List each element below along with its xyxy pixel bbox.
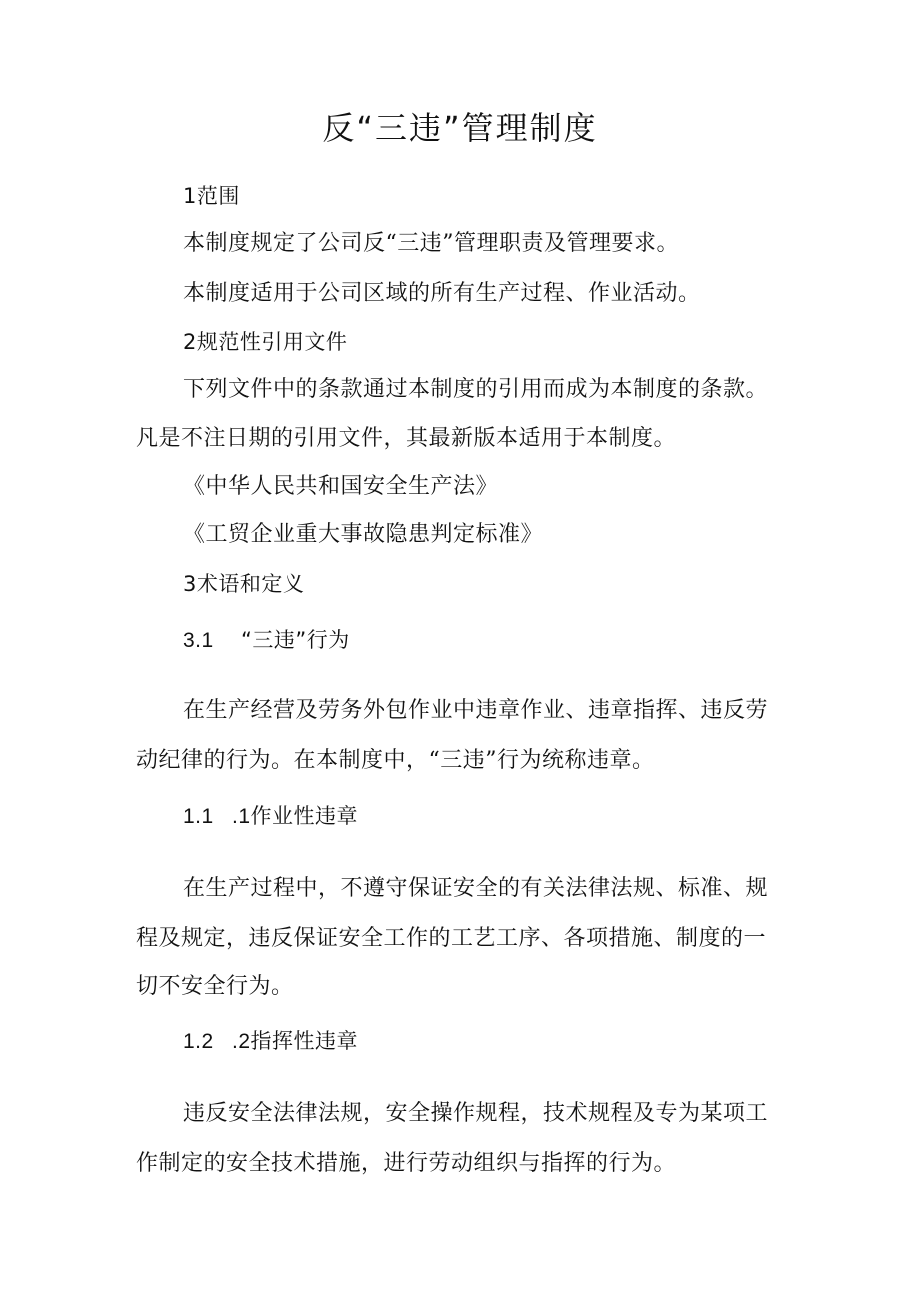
section-1-1-number: 1.1 xyxy=(183,805,214,828)
section-3-1-number: 3.1 xyxy=(183,629,214,652)
section-1-paragraph-1: 本制度规定了公司反“三违”管理职责及管理要求。 xyxy=(183,231,679,256)
section-1-2-paragraph-line-1: 违反安全法律法规，安全操作规程，技术规程及专为某项工 xyxy=(183,1101,769,1126)
section-1-heading: 1范围 xyxy=(183,184,240,208)
section-1-1-paragraph-line-1: 在生产过程中，不遵守保证安全的有关法律法规、标准、规 xyxy=(183,876,769,901)
section-1-2-paragraph-line-2: 作制定的安全技术措施，进行劳动组织与指挥的行为。 xyxy=(136,1151,677,1176)
document-title: 反“三违”管理制度 xyxy=(322,109,598,147)
section-1-paragraph-2: 本制度适用于公司区域的所有生产过程、作业活动。 xyxy=(183,281,701,306)
section-2-paragraph-line-1: 下列文件中的条款通过本制度的引用而成为本制度的条款。 xyxy=(183,377,769,402)
reference-hazard-standard: 《工贸企业重大事故隐患判定标准》 xyxy=(183,522,544,547)
section-3-1-paragraph-line-2: 动纪律的行为。在本制度中，“三违”行为统称违章。 xyxy=(136,748,655,773)
section-3-heading: 3术语和定义 xyxy=(183,572,305,596)
section-1-1-paragraph-line-2: 程及规定，违反保证安全工作的工艺工序、各项措施、制度的一 xyxy=(136,926,767,951)
section-3-1-heading xyxy=(183,625,350,656)
section-1-2-number: 1.2 xyxy=(183,1030,214,1053)
section-2-paragraph-line-2: 凡是不注日期的引用文件，其最新版本适用于本制度。 xyxy=(136,426,677,451)
section-3-1-paragraph-line-1: 在生产经营及劳务外包作业中违章作业、违章指挥、违反劳 xyxy=(183,698,769,723)
reference-safety-production-law: 《中华人民共和国安全生产法》 xyxy=(183,474,499,499)
section-1-2-title: .2指挥性违章 xyxy=(232,1030,359,1053)
section-1-1-paragraph-line-3: 切不安全行为。 xyxy=(136,974,294,999)
section-1-1-heading xyxy=(183,801,358,832)
section-1-2-heading xyxy=(183,1026,358,1057)
section-1-1-title: .1作业性违章 xyxy=(232,805,359,828)
section-3-1-title: “三违”行为 xyxy=(241,628,350,652)
section-2-heading: 2规范性引用文件 xyxy=(183,330,348,354)
